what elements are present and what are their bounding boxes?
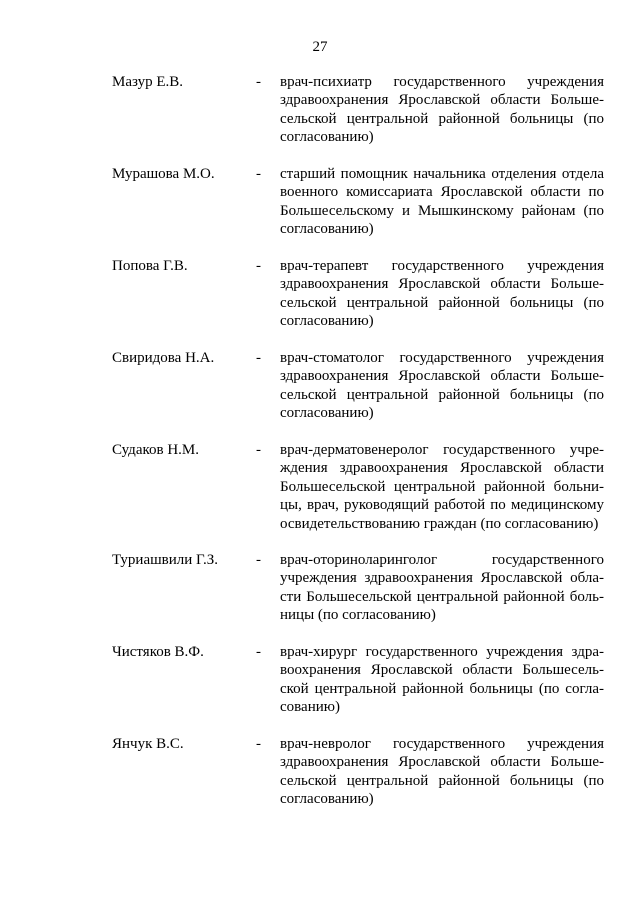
member-description bbox=[280, 441, 604, 533]
description-line: ницы (по согласованию) bbox=[280, 607, 436, 624]
separator-dash: - bbox=[256, 258, 261, 274]
description-line: ской центральной районной больницы (по согла- bbox=[280, 680, 604, 697]
description-line: Большесельской центральной районной больни- bbox=[280, 478, 604, 495]
member-name: Мазур Е.В. bbox=[112, 74, 184, 90]
list-item bbox=[0, 73, 640, 165]
separator-dash: - bbox=[256, 736, 261, 752]
description-line: врач-хирург государственного учреждения здра- bbox=[280, 644, 604, 660]
member-description bbox=[280, 257, 604, 331]
description-line: Большесельскому и Мышкинскому районам (по bbox=[280, 202, 604, 219]
list-item bbox=[0, 257, 640, 349]
member-name: Судаков Н.М. bbox=[112, 442, 200, 458]
member-name: Свиридова Н.А. bbox=[112, 350, 215, 366]
member-description bbox=[280, 73, 604, 147]
separator-dash: - bbox=[256, 644, 261, 660]
member-description bbox=[280, 735, 604, 809]
description-line: врач-терапевт государственного учреждения bbox=[280, 258, 604, 274]
member-name: Мурашова М.О. bbox=[112, 166, 215, 182]
separator-dash: - bbox=[256, 350, 261, 366]
description-line: согласованию) bbox=[280, 313, 374, 330]
description-line: согласованию) bbox=[280, 221, 374, 238]
member-description bbox=[280, 165, 604, 239]
description-line: здравоохранения Ярославской области Больше- bbox=[280, 754, 604, 771]
member-name: Янчук В.С. bbox=[112, 736, 184, 752]
separator-dash: - bbox=[256, 552, 261, 568]
description-line: воохранения Ярославской области Большесель- bbox=[280, 662, 604, 679]
description-line: цы, врач, руководящий работой по медицинскому bbox=[280, 497, 604, 514]
description-line: врач-стоматолог государственного учреждения bbox=[280, 350, 604, 366]
member-list bbox=[0, 73, 640, 827]
description-line: согласованию) bbox=[280, 405, 374, 422]
description-line: сованию) bbox=[280, 699, 340, 716]
description-line: военного комиссариата Ярославской области по bbox=[280, 184, 604, 201]
description-line: врач-дерматовенеролог государственного учре- bbox=[280, 442, 604, 458]
member-name: Туриашвили Г.З. bbox=[112, 552, 219, 568]
member-name: Чистяков В.Ф. bbox=[112, 644, 204, 660]
member-description bbox=[280, 643, 604, 717]
description-line: согласованию) bbox=[280, 129, 374, 146]
separator-dash: - bbox=[256, 74, 261, 90]
description-line: врач-психиатр государственного учреждения bbox=[280, 74, 604, 90]
description-line: сти Большесельской центральной районной боль- bbox=[280, 588, 604, 605]
description-line: сельской центральной районной больницы (по bbox=[280, 110, 604, 127]
description-line: врач-оториноларинголог государственного bbox=[280, 552, 604, 568]
page-number: 27 bbox=[312, 39, 328, 55]
member-name: Попова Г.В. bbox=[112, 258, 188, 274]
list-item bbox=[0, 643, 640, 735]
separator-dash: - bbox=[256, 166, 261, 182]
list-item bbox=[0, 551, 640, 643]
description-line: здравоохранения Ярославской области Больше- bbox=[280, 92, 604, 109]
description-line: учреждения здравоохранения Ярославской обла- bbox=[280, 570, 604, 587]
description-line: старший помощник начальника отделения отдела bbox=[280, 166, 604, 182]
description-line: согласованию) bbox=[280, 791, 374, 808]
description-line: ждения здравоохранения Ярославской области bbox=[280, 460, 604, 477]
list-item bbox=[0, 349, 640, 441]
member-description bbox=[280, 551, 604, 625]
description-line: сельской центральной районной больницы (по bbox=[280, 294, 604, 311]
separator-dash: - bbox=[256, 442, 261, 458]
description-line: здравоохранения Ярославской области Больше- bbox=[280, 276, 604, 293]
description-line: врач-невролог государственного учреждения bbox=[280, 736, 604, 752]
member-description bbox=[280, 349, 604, 423]
description-line: здравоохранения Ярославской области Больше- bbox=[280, 368, 604, 385]
list-item bbox=[0, 735, 640, 827]
list-item bbox=[0, 441, 640, 551]
list-item bbox=[0, 165, 640, 257]
description-line: сельской центральной районной больницы (по bbox=[280, 386, 604, 403]
description-line: сельской центральной районной больницы (по bbox=[280, 772, 604, 789]
description-line: освидетельствованию граждан (по согласованию) bbox=[280, 515, 599, 532]
